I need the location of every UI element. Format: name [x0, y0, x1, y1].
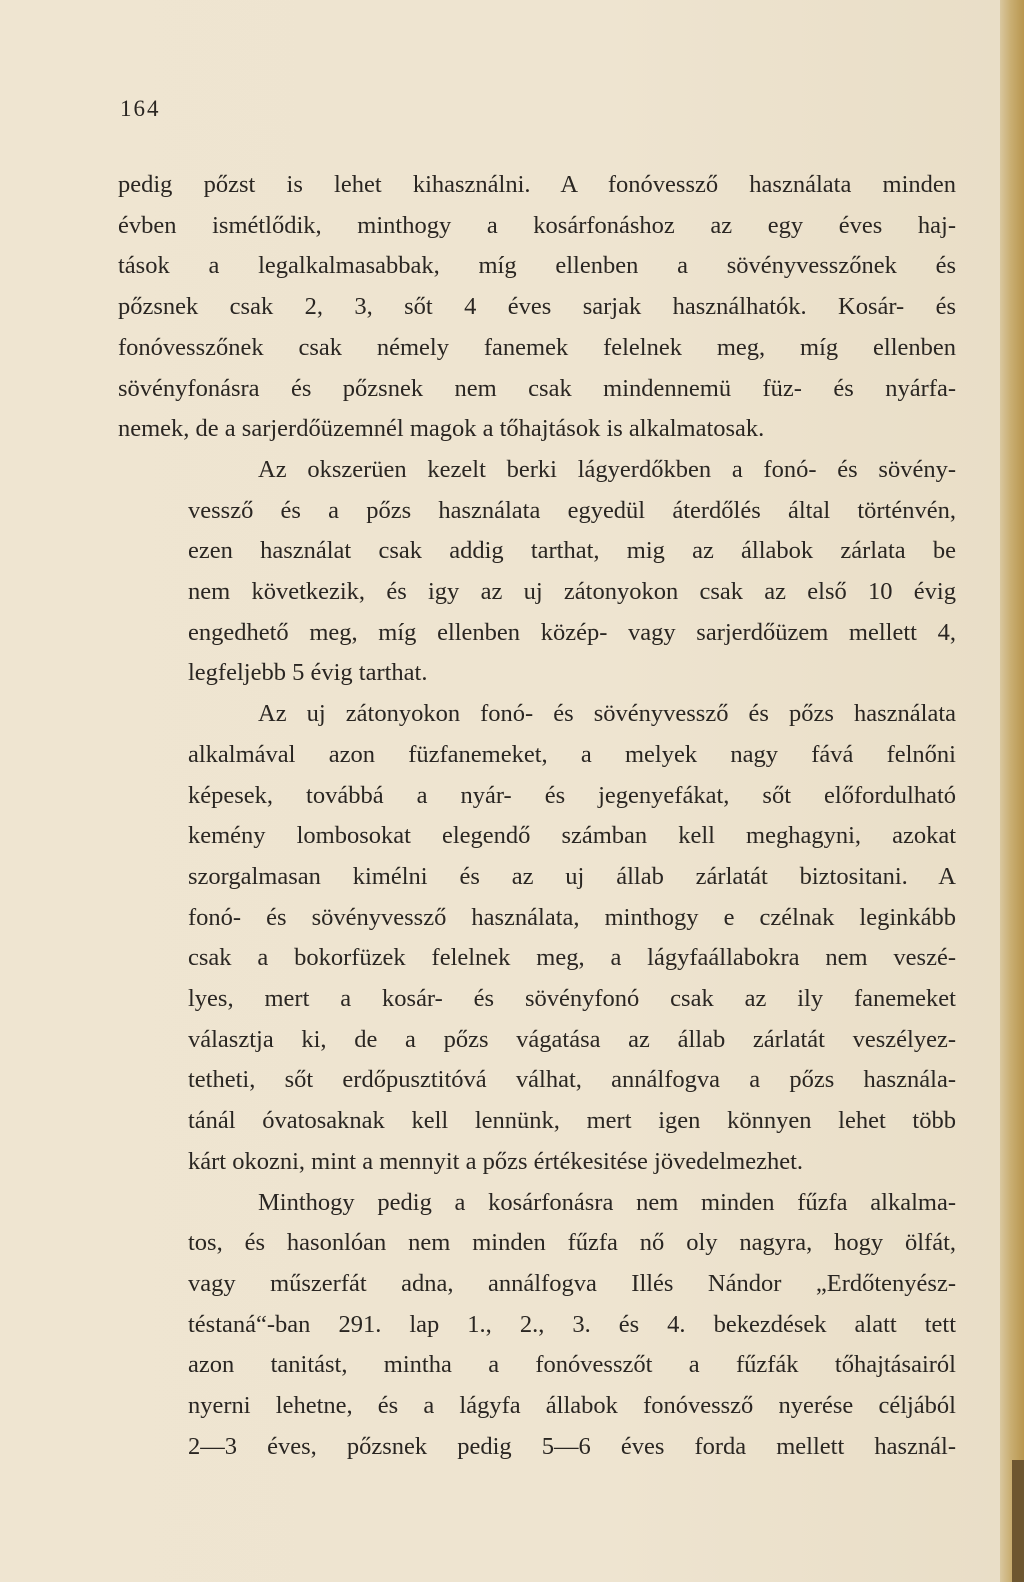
- text-line: tetheti, sőt erdőpusztitóvá válhat, annálfogva a pőzs használa-: [188, 1066, 956, 1094]
- text-line: tások a legalkalmasabbak, míg ellenben a sövényvesszőnek és: [118, 252, 956, 280]
- text-line: választja ki, de a pőzs vágatása az állab zárlatát veszélyez-: [188, 1025, 956, 1053]
- text-line: téstaná“-ban 291. lap 1., 2., 3. és 4. bekezdések alatt tett: [188, 1310, 956, 1338]
- text-line: nemek, de a sarjerdőüzemnél magok a tőhajtások is alkalmatosak.: [118, 415, 765, 443]
- text-line: tos, és hasonlóan nem minden fűzfa nő oly nagyra, hogy ölfát,: [188, 1229, 956, 1257]
- text-line: Minthogy pedig a kosárfonásra nem minden fűzfa alkalma-: [258, 1188, 956, 1216]
- text-line: pőzsnek csak 2, 3, sőt 4 éves sarjak használhatók. Kosár- és: [118, 293, 956, 321]
- text-line: tánál óvatosaknak kell lennünk, mert igen könnyen lehet több: [188, 1107, 956, 1135]
- paragraph: [118, 450, 956, 694]
- text-line: Az okszerüen kezelt berki lágyerdőkben a fonó- és sövény-: [258, 455, 956, 483]
- text-line: vagy műszerfát adna, annálfogva Illés Nándor „Erdőtenyész-: [188, 1269, 956, 1297]
- text-line: csak a bokorfüzek felelnek meg, a lágyfaállabokra nem veszé-: [188, 944, 956, 972]
- paragraph: [118, 165, 956, 450]
- text-line: azon tanitást, mintha a fonóvesszőt a fűzfák tőhajtásairól: [188, 1351, 956, 1379]
- text-line: fonóvesszőnek csak némely fanemek felelnek meg, míg ellenben: [118, 333, 956, 361]
- text-line: alkalmával azon füzfanemeket, a melyek nagy fává felnőni: [188, 740, 956, 768]
- text-line: lyes, mert a kosár- és sövényfonó csak az ily fanemeket: [188, 985, 956, 1013]
- text-line: ezen használat csak addig tarthat, mig az állabok zárlata be: [188, 537, 956, 565]
- page-edge-shadow: [1012, 1460, 1024, 1582]
- text-line: legfeljebb 5 évig tarthat.: [188, 659, 428, 687]
- paragraph: [118, 1183, 956, 1468]
- body-text: [118, 165, 956, 1468]
- text-line: engedhető meg, míg ellenben közép- vagy sarjerdőüzem mellett 4,: [188, 618, 956, 646]
- text-line: pedig pőzst is lehet kihasználni. A fonóvessző használata minden: [118, 171, 956, 198]
- text-line: évben ismétlődik, minthogy a kosárfonáshoz az egy éves haj-: [118, 211, 956, 239]
- text-line: képesek, továbbá a nyár- és jegenyefákat, sőt előfordulható: [188, 781, 956, 809]
- text-line: Az uj zátonyokon fonó- és sövényvessző és pőzs használata: [258, 700, 956, 728]
- text-line: vessző és a pőzs használata egyedül áterdőlés által történvén,: [188, 496, 956, 524]
- paragraph: [118, 694, 956, 1182]
- text-line: kárt okozni, mint a mennyit a pőzs értékesitése jövedelmezhet.: [188, 1147, 804, 1175]
- text-line: sövényfonásra és pőzsnek nem csak mindennemü füz- és nyárfa-: [118, 374, 956, 402]
- text-line: szorgalmasan kimélni és az uj állab zárlatát biztositani. A: [188, 862, 956, 890]
- text-line: nyerni lehetne, és a lágyfa állabok fonóvessző nyerése céljából: [188, 1392, 956, 1420]
- text-line: 2—3 éves, pőzsnek pedig 5—6 éves forda mellett használ-: [188, 1432, 956, 1460]
- text-line: nem következik, és igy az uj zátonyokon csak az első 10 évig: [188, 578, 956, 606]
- text-line: fonó- és sövényvessző használata, minthogy e czélnak leginkább: [188, 903, 956, 931]
- page-edge: [1000, 0, 1024, 1582]
- text-line: kemény lombosokat elegendő számban kell meghagyni, azokat: [188, 822, 956, 850]
- page-number: 164: [120, 96, 161, 121]
